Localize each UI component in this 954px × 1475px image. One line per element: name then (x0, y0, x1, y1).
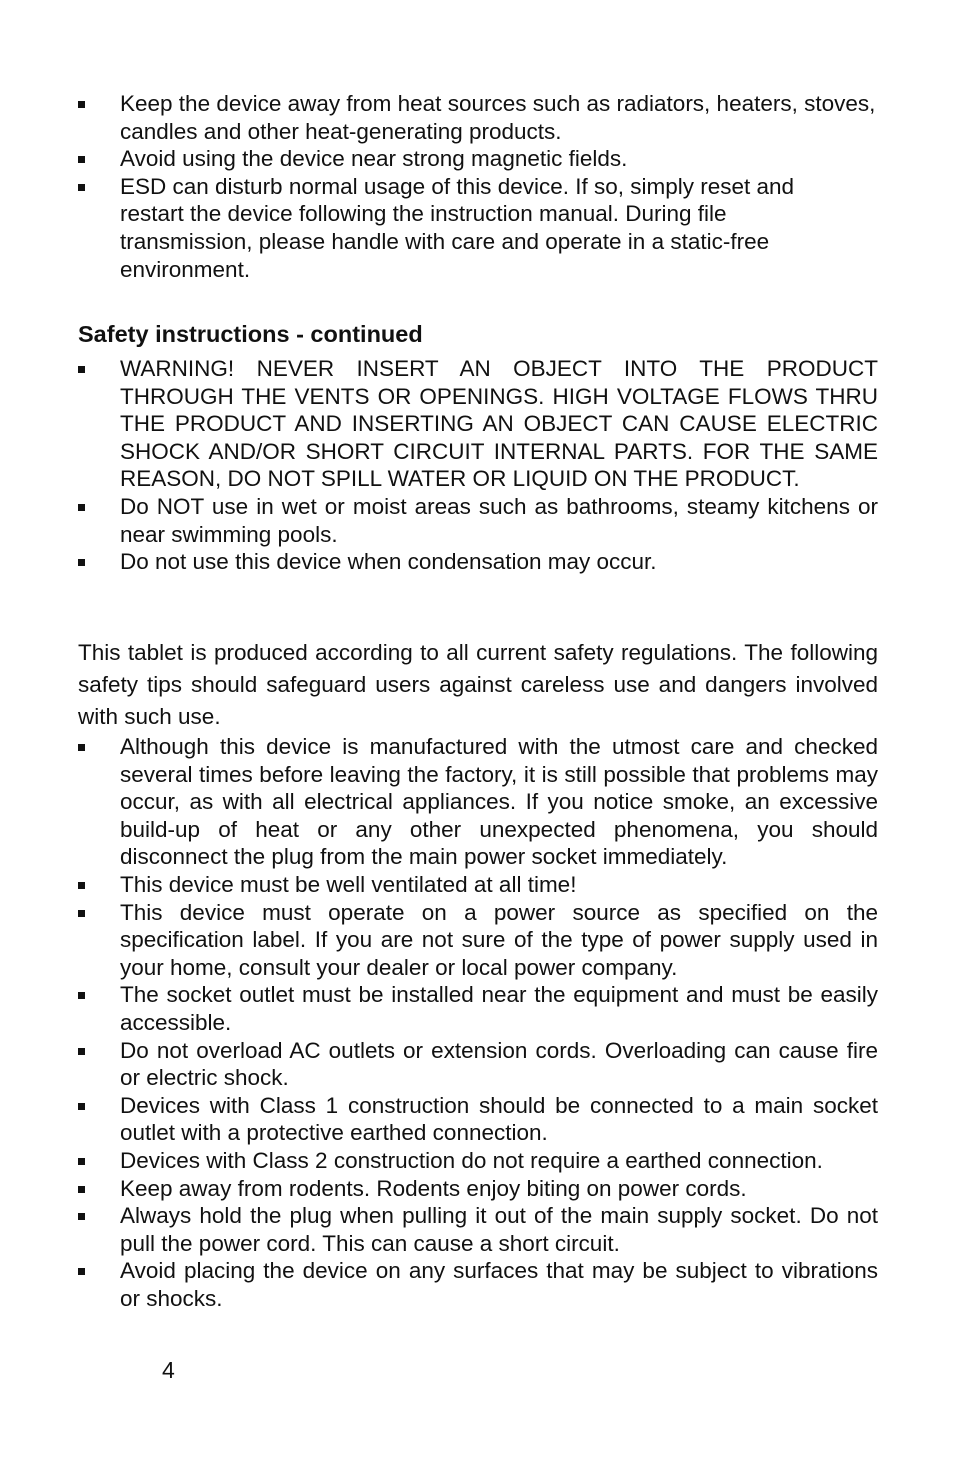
list-item: Although this device is manufactured with the utmost care and checked several times before leaving the factory, it is still possible that problems may occur, as with all electrical appliances. If you notice smoke, an excessive build-up of heat or any other unexpected phenomena, you should disconnect the plug from the main power socket immediately. (78, 733, 878, 871)
square-bullet-icon (78, 1103, 85, 1110)
square-bullet-icon (78, 184, 85, 191)
list-item: The socket outlet must be installed near the equipment and must be easily accessible. (78, 981, 878, 1036)
square-bullet-icon (78, 1213, 85, 1220)
list-item: Devices with Class 2 construction do not require a earthed connection. (78, 1147, 878, 1175)
list-item: This device must operate on a power source as specified on the specification label. If you are not sure of the type of power supply used in your home, consult your dealer or local power company. (78, 899, 878, 982)
bullet-list-top (78, 90, 878, 283)
list-item: Do not overload AC outlets or extension cords. Overloading can cause fire or electric shock. (78, 1037, 878, 1092)
page-number: 4 (162, 1357, 175, 1383)
intro-paragraph: This tablet is produced according to all current safety regulations. The following safety tips should safeguard users against careless use and dangers involved with such use. (78, 640, 878, 729)
square-bullet-icon (78, 504, 85, 511)
square-bullet-icon (78, 910, 85, 917)
square-bullet-icon (78, 156, 85, 163)
square-bullet-icon (78, 1268, 85, 1275)
list-item: This device must be well ventilated at all time! (78, 871, 878, 899)
bullet-list-bottom (78, 733, 878, 1312)
list-item: Keep away from rodents. Rodents enjoy biting on power cords. (78, 1175, 878, 1203)
square-bullet-icon (78, 101, 85, 108)
square-bullet-icon (78, 744, 85, 751)
list-item: Avoid placing the device on any surfaces that may be subject to vibrations or shocks. (78, 1257, 878, 1312)
list-item: WARNING! NEVER INSERT AN OBJECT INTO THE PRODUCT THROUGH THE VENTS OR OPENINGS. HIGH VOLTAGE FLOWS THRU THE PRODUCT AND INSERTING AN OBJECT CAN CAUSE ELECTRIC SHOCK AND/OR SHORT CIRCUIT INTERNAL PARTS. FOR THE SAME REASON, DO NOT SPILL WATER OR LIQUID ON THE PRODUCT. (78, 355, 878, 493)
square-bullet-icon (78, 992, 85, 999)
bullet-list-middle (78, 355, 878, 576)
square-bullet-icon (78, 882, 85, 889)
list-item: Do not use this device when condensation may occur. (78, 548, 878, 576)
list-item: ESD can disturb normal usage of this device. If so, simply reset and restart the device following the instruction manual. During file transmission, please handle with care and operate in a static-free environment. (78, 173, 878, 283)
list-item: Keep the device away from heat sources such as radiators, heaters, stoves, candles and other heat-generating products. (78, 90, 878, 145)
square-bullet-icon (78, 1186, 85, 1193)
list-item: Avoid using the device near strong magnetic fields. (78, 145, 878, 173)
square-bullet-icon (78, 1158, 85, 1165)
section-heading: Safety instructions - continued (78, 321, 423, 347)
list-item: Always hold the plug when pulling it out of the main supply socket. Do not pull the power cord. This can cause a short circuit. (78, 1202, 878, 1257)
list-item: Devices with Class 1 construction should be connected to a main socket outlet with a protective earthed connection. (78, 1092, 878, 1147)
square-bullet-icon (78, 366, 85, 373)
square-bullet-icon (78, 1048, 85, 1055)
list-item: Do NOT use in wet or moist areas such as bathrooms, steamy kitchens or near swimming pools. (78, 493, 878, 548)
square-bullet-icon (78, 559, 85, 566)
